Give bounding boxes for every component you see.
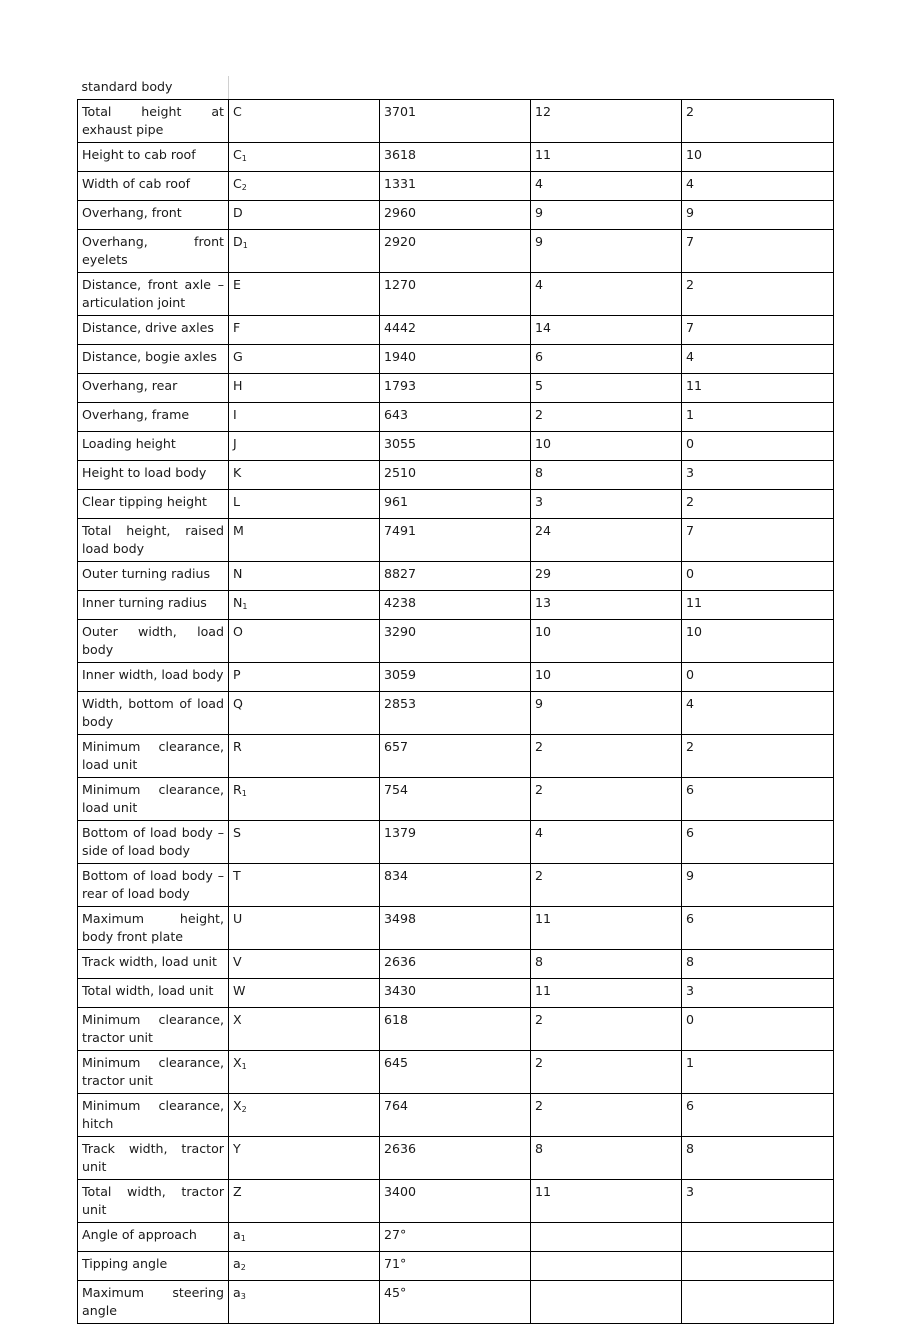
inch-value-cell: 6 — [682, 778, 834, 821]
table-row — [78, 1094, 834, 1137]
feet-value-cell: 2 — [531, 1094, 682, 1137]
symbol-letter: C — [233, 176, 242, 191]
feet-value-cell: 8 — [531, 1137, 682, 1180]
millimetre-value-cell: 2636 — [380, 1137, 531, 1180]
parameter-cell: Total width, load unit — [78, 979, 229, 1008]
parameter-cell: Distance, drive axles — [78, 316, 229, 345]
parameter-cell: Maximum steering angle — [78, 1281, 229, 1324]
feet-value-cell: 4 — [531, 821, 682, 864]
feet-value-cell: 11 — [531, 979, 682, 1008]
symbol-letter: I — [233, 407, 237, 422]
symbol-cell — [229, 374, 380, 403]
symbol-cell — [229, 172, 380, 201]
inch-value-cell: 3 — [682, 1180, 834, 1223]
inch-value-cell: 3 — [682, 461, 834, 490]
millimetre-value-cell: 2920 — [380, 230, 531, 273]
feet-value-cell: 10 — [531, 432, 682, 461]
symbol-cell — [229, 461, 380, 490]
millimetre-value-cell: 3618 — [380, 143, 531, 172]
symbol-letter: G — [233, 349, 243, 364]
empty-header-cell — [229, 76, 834, 100]
parameter-cell: Loading height — [78, 432, 229, 461]
feet-value-cell: 29 — [531, 562, 682, 591]
symbol-cell — [229, 1180, 380, 1223]
parameter-cell: Total height, raised load body — [78, 519, 229, 562]
inch-value-cell: 6 — [682, 1094, 834, 1137]
table-row — [78, 172, 834, 201]
dimensions-table-body — [78, 76, 834, 1324]
millimetre-value-cell: 764 — [380, 1094, 531, 1137]
feet-value-cell: 10 — [531, 620, 682, 663]
table-row — [78, 432, 834, 461]
symbol-cell — [229, 345, 380, 374]
feet-value-cell: 3 — [531, 490, 682, 519]
parameter-cell: Angle of approach — [78, 1223, 229, 1252]
feet-value-cell: 5 — [531, 374, 682, 403]
millimetre-value-cell: 1331 — [380, 172, 531, 201]
parameter-cell: Maximum height, body front plate — [78, 907, 229, 950]
inch-value-cell: 7 — [682, 316, 834, 345]
parameter-cell: Minimum clearance, load unit — [78, 735, 229, 778]
symbol-cell — [229, 100, 380, 143]
millimetre-value-cell: 3290 — [380, 620, 531, 663]
symbol-letter: X — [233, 1055, 242, 1070]
symbol-cell — [229, 692, 380, 735]
table-row — [78, 1180, 834, 1223]
inch-value-cell: 0 — [682, 663, 834, 692]
table-row — [78, 519, 834, 562]
feet-value-cell: 4 — [531, 172, 682, 201]
millimetre-value-cell: 3400 — [380, 1180, 531, 1223]
symbol-letter: L — [233, 494, 241, 509]
dimensions-table — [77, 76, 834, 1324]
symbol-subscript: 2 — [240, 1263, 246, 1272]
parameter-cell: Tipping angle — [78, 1252, 229, 1281]
millimetre-value-cell: 7491 — [380, 519, 531, 562]
symbol-cell — [229, 519, 380, 562]
inch-value-cell: 8 — [682, 950, 834, 979]
table-row — [78, 316, 834, 345]
feet-value-cell — [531, 1252, 682, 1281]
inch-value-cell: 6 — [682, 907, 834, 950]
inch-value-cell: 6 — [682, 821, 834, 864]
symbol-letter: X — [233, 1012, 242, 1027]
table-row — [78, 1223, 834, 1252]
symbol-cell — [229, 1252, 380, 1281]
millimetre-value-cell: 754 — [380, 778, 531, 821]
millimetre-value-cell: 961 — [380, 490, 531, 519]
parameter-cell: Total width, tractor unit — [78, 1180, 229, 1223]
symbol-cell — [229, 663, 380, 692]
feet-value-cell: 6 — [531, 345, 682, 374]
feet-value-cell — [531, 1281, 682, 1324]
symbol-cell — [229, 778, 380, 821]
symbol-subscript: 2 — [241, 183, 247, 192]
symbol-cell — [229, 979, 380, 1008]
table-row — [78, 979, 834, 1008]
feet-value-cell: 2 — [531, 735, 682, 778]
table-row — [78, 562, 834, 591]
feet-value-cell: 2 — [531, 1008, 682, 1051]
feet-value-cell: 13 — [531, 591, 682, 620]
symbol-letter: X — [233, 1098, 242, 1113]
symbol-cell — [229, 1137, 380, 1180]
table-row — [78, 591, 834, 620]
symbol-cell — [229, 907, 380, 950]
symbol-letter: M — [233, 523, 244, 538]
symbol-letter: R — [233, 739, 242, 754]
feet-value-cell: 24 — [531, 519, 682, 562]
symbol-cell — [229, 735, 380, 778]
table-row — [78, 1252, 834, 1281]
table-row — [78, 403, 834, 432]
symbol-cell — [229, 1281, 380, 1324]
table-row — [78, 345, 834, 374]
millimetre-value-cell: 643 — [380, 403, 531, 432]
parameter-cell: standard body — [78, 76, 229, 100]
symbol-letter: Z — [233, 1184, 242, 1199]
symbol-letter: W — [233, 983, 246, 998]
table-row — [78, 1051, 834, 1094]
millimetre-value-cell: 4442 — [380, 316, 531, 345]
symbol-cell — [229, 273, 380, 316]
symbol-letter: N — [233, 595, 243, 610]
symbol-letter: Q — [233, 696, 243, 711]
table-row — [78, 864, 834, 907]
table-row — [78, 273, 834, 316]
inch-value-cell — [682, 1223, 834, 1252]
symbol-cell — [229, 490, 380, 519]
millimetre-value-cell: 3498 — [380, 907, 531, 950]
symbol-letter: R — [233, 782, 242, 797]
inch-value-cell: 2 — [682, 735, 834, 778]
symbol-subscript: 3 — [240, 1292, 246, 1301]
parameter-cell: Minimum clearance, tractor unit — [78, 1008, 229, 1051]
millimetre-value-cell: 2510 — [380, 461, 531, 490]
symbol-letter: K — [233, 465, 242, 480]
inch-value-cell: 1 — [682, 1051, 834, 1094]
parameter-cell: Overhang, front — [78, 201, 229, 230]
table-row — [78, 230, 834, 273]
symbol-subscript: 1 — [242, 602, 248, 611]
inch-value-cell — [682, 1252, 834, 1281]
inch-value-cell: 2 — [682, 273, 834, 316]
symbol-letter: O — [233, 624, 243, 639]
table-row — [78, 692, 834, 735]
parameter-cell: Outer turning radius — [78, 562, 229, 591]
parameter-cell: Outer width, load body — [78, 620, 229, 663]
parameter-cell: Track width, load unit — [78, 950, 229, 979]
table-row — [78, 950, 834, 979]
symbol-subscript: 2 — [241, 1105, 247, 1114]
symbol-cell — [229, 201, 380, 230]
feet-value-cell: 11 — [531, 143, 682, 172]
table-row — [78, 143, 834, 172]
parameter-cell: Bottom of load body – rear of load body — [78, 864, 229, 907]
symbol-cell — [229, 591, 380, 620]
parameter-cell: Width of cab roof — [78, 172, 229, 201]
millimetre-value-cell: 3059 — [380, 663, 531, 692]
parameter-cell: Distance, front axle – articulation joint — [78, 273, 229, 316]
table-row — [78, 663, 834, 692]
inch-value-cell: 4 — [682, 692, 834, 735]
millimetre-value-cell: 1270 — [380, 273, 531, 316]
table-row — [78, 620, 834, 663]
parameter-cell: Distance, bogie axles — [78, 345, 229, 374]
symbol-letter: V — [233, 954, 242, 969]
inch-value-cell: 11 — [682, 591, 834, 620]
table-row — [78, 461, 834, 490]
symbol-cell — [229, 562, 380, 591]
symbol-cell — [229, 1223, 380, 1252]
millimetre-value-cell: 3701 — [380, 100, 531, 143]
symbol-subscript: 1 — [241, 789, 247, 798]
inch-value-cell: 9 — [682, 864, 834, 907]
parameter-cell: Inner width, load body — [78, 663, 229, 692]
feet-value-cell: 9 — [531, 692, 682, 735]
inch-value-cell: 7 — [682, 519, 834, 562]
parameter-cell: Minimum clearance, hitch — [78, 1094, 229, 1137]
inch-value-cell: 10 — [682, 620, 834, 663]
parameter-cell: Height to cab roof — [78, 143, 229, 172]
symbol-letter: a — [233, 1256, 241, 1271]
inch-value-cell: 0 — [682, 1008, 834, 1051]
symbol-cell — [229, 230, 380, 273]
parameter-cell: Overhang, frame — [78, 403, 229, 432]
millimetre-value-cell: 71° — [380, 1252, 531, 1281]
parameter-cell: Height to load body — [78, 461, 229, 490]
millimetre-value-cell: 2853 — [380, 692, 531, 735]
symbol-letter: J — [233, 436, 237, 451]
inch-value-cell: 3 — [682, 979, 834, 1008]
parameter-cell: Clear tipping height — [78, 490, 229, 519]
millimetre-value-cell: 4238 — [380, 591, 531, 620]
symbol-letter: a — [233, 1227, 241, 1242]
table-row — [78, 778, 834, 821]
millimetre-value-cell: 618 — [380, 1008, 531, 1051]
table-row — [78, 1008, 834, 1051]
millimetre-value-cell: 645 — [380, 1051, 531, 1094]
symbol-letter: D — [233, 234, 243, 249]
millimetre-value-cell: 2960 — [380, 201, 531, 230]
parameter-cell: Overhang, rear — [78, 374, 229, 403]
millimetre-value-cell: 3055 — [380, 432, 531, 461]
table-row — [78, 907, 834, 950]
millimetre-value-cell: 1940 — [380, 345, 531, 374]
inch-value-cell: 2 — [682, 490, 834, 519]
symbol-cell — [229, 432, 380, 461]
parameter-cell: Total height at exhaust pipe — [78, 100, 229, 143]
symbol-letter: H — [233, 378, 243, 393]
symbol-letter: C — [233, 104, 242, 119]
inch-value-cell: 4 — [682, 172, 834, 201]
symbol-letter: Y — [233, 1141, 241, 1156]
inch-value-cell: 8 — [682, 1137, 834, 1180]
feet-value-cell: 8 — [531, 461, 682, 490]
symbol-letter: E — [233, 277, 241, 292]
symbol-subscript: 1 — [241, 154, 247, 163]
feet-value-cell: 8 — [531, 950, 682, 979]
symbol-letter: N — [233, 566, 243, 581]
feet-value-cell — [531, 1223, 682, 1252]
table-row — [78, 201, 834, 230]
feet-value-cell: 14 — [531, 316, 682, 345]
feet-value-cell: 2 — [531, 864, 682, 907]
table-row — [78, 374, 834, 403]
inch-value-cell: 4 — [682, 345, 834, 374]
inch-value-cell: 9 — [682, 201, 834, 230]
parameter-cell: Overhang, front eyelets — [78, 230, 229, 273]
table-row — [78, 100, 834, 143]
table-row — [78, 490, 834, 519]
feet-value-cell: 12 — [531, 100, 682, 143]
symbol-cell — [229, 620, 380, 663]
parameter-cell: Minimum clearance, load unit — [78, 778, 229, 821]
inch-value-cell — [682, 1281, 834, 1324]
symbol-cell — [229, 1094, 380, 1137]
symbol-cell — [229, 950, 380, 979]
parameter-cell: Minimum clearance, tractor unit — [78, 1051, 229, 1094]
symbol-cell — [229, 316, 380, 345]
symbol-letter: S — [233, 825, 241, 840]
feet-value-cell: 10 — [531, 663, 682, 692]
millimetre-value-cell: 8827 — [380, 562, 531, 591]
inch-value-cell: 11 — [682, 374, 834, 403]
millimetre-value-cell: 657 — [380, 735, 531, 778]
table-row — [78, 821, 834, 864]
symbol-letter: a — [233, 1285, 241, 1300]
millimetre-value-cell: 27° — [380, 1223, 531, 1252]
symbol-subscript: 1 — [242, 241, 248, 250]
inch-value-cell: 0 — [682, 432, 834, 461]
table-row — [78, 76, 834, 100]
feet-value-cell: 11 — [531, 1180, 682, 1223]
symbol-letter: P — [233, 667, 241, 682]
symbol-letter: F — [233, 320, 241, 335]
feet-value-cell: 9 — [531, 201, 682, 230]
feet-value-cell: 4 — [531, 273, 682, 316]
millimetre-value-cell: 45° — [380, 1281, 531, 1324]
feet-value-cell: 9 — [531, 230, 682, 273]
symbol-cell — [229, 821, 380, 864]
symbol-letter: C — [233, 147, 242, 162]
symbol-letter: D — [233, 205, 243, 220]
table-row — [78, 1137, 834, 1180]
millimetre-value-cell: 2636 — [380, 950, 531, 979]
symbol-cell — [229, 864, 380, 907]
symbol-subscript: 1 — [240, 1234, 246, 1243]
parameter-cell: Track width, tractor unit — [78, 1137, 229, 1180]
parameter-cell: Inner turning radius — [78, 591, 229, 620]
symbol-subscript: 1 — [241, 1062, 247, 1071]
millimetre-value-cell: 1379 — [380, 821, 531, 864]
millimetre-value-cell: 1793 — [380, 374, 531, 403]
inch-value-cell: 10 — [682, 143, 834, 172]
symbol-letter: T — [233, 868, 241, 883]
millimetre-value-cell: 834 — [380, 864, 531, 907]
symbol-cell — [229, 403, 380, 432]
inch-value-cell: 2 — [682, 100, 834, 143]
symbol-letter: U — [233, 911, 243, 926]
inch-value-cell: 7 — [682, 230, 834, 273]
feet-value-cell: 2 — [531, 403, 682, 432]
parameter-cell: Bottom of load body – side of load body — [78, 821, 229, 864]
feet-value-cell: 2 — [531, 1051, 682, 1094]
millimetre-value-cell: 3430 — [380, 979, 531, 1008]
inch-value-cell: 1 — [682, 403, 834, 432]
table-row — [78, 735, 834, 778]
symbol-cell — [229, 143, 380, 172]
inch-value-cell: 0 — [682, 562, 834, 591]
feet-value-cell: 2 — [531, 778, 682, 821]
symbol-cell — [229, 1008, 380, 1051]
feet-value-cell: 11 — [531, 907, 682, 950]
table-row — [78, 1281, 834, 1324]
symbol-cell — [229, 1051, 380, 1094]
parameter-cell: Width, bottom of load body — [78, 692, 229, 735]
